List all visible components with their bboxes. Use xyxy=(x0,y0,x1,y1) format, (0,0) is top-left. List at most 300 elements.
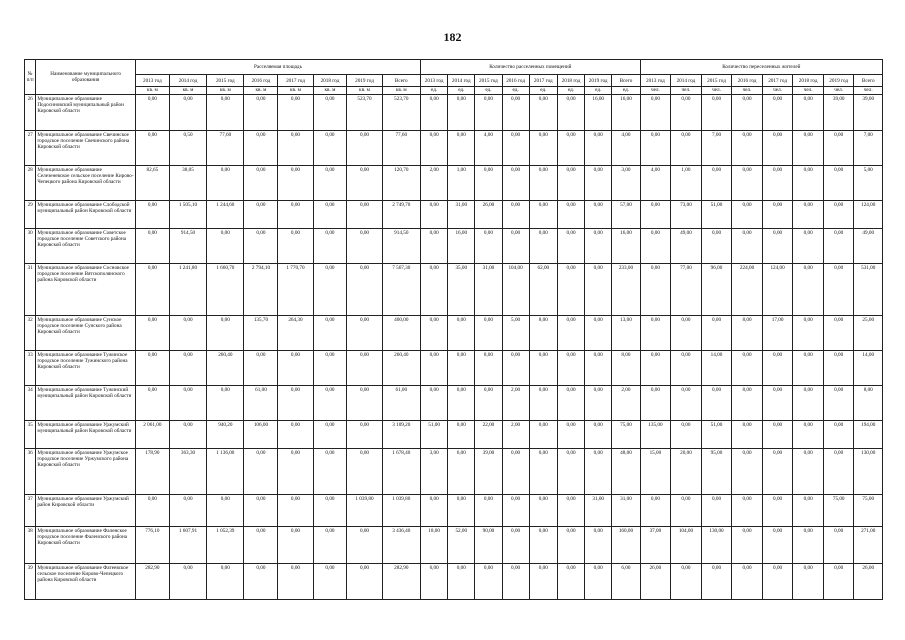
year-header-area: 2015 год xyxy=(207,75,244,87)
page-number: 182 xyxy=(443,30,462,44)
people-value: 8,00 xyxy=(732,421,763,449)
municipality-name: Муниципальное образование Уржумский муниципальный район Кировской области xyxy=(36,421,136,449)
people-value: 0,00 xyxy=(793,527,824,564)
year-header-people: 2018 год xyxy=(793,75,824,87)
rooms-value: 31,00 xyxy=(475,264,502,316)
people-value: 0,00 xyxy=(823,421,854,449)
municipality-name: Муниципальное образование Уржумский район Кировской области xyxy=(36,495,136,527)
rooms-value: 0,00 xyxy=(421,316,448,351)
people-value: 0,00 xyxy=(671,131,702,166)
people-value: 0,00 xyxy=(793,564,824,600)
rooms-value: 31,00 xyxy=(448,201,475,229)
rooms-value: 13,00 xyxy=(612,316,640,351)
people-value: 0,00 xyxy=(640,264,671,316)
area-value: 940,20 xyxy=(207,421,244,449)
people-value: 194,00 xyxy=(854,421,883,449)
row-number: 34 xyxy=(25,386,36,421)
municipality-name: Муниципальное образование Уржумское городское поселение Уржумского района Кировской области xyxy=(36,449,136,495)
area-value: 120,70 xyxy=(382,166,421,201)
rooms-value: 0,00 xyxy=(421,386,448,421)
people-value: 8,00 xyxy=(854,386,883,421)
rooms-value: 0,00 xyxy=(585,264,612,316)
area-value: 0,00 xyxy=(278,229,313,264)
people-value: 8,00 xyxy=(732,316,763,351)
people-value: 0,00 xyxy=(793,495,824,527)
rooms-value: 16,00 xyxy=(448,229,475,264)
area-value: 0,00 xyxy=(313,95,347,131)
area-value: 2 749,70 xyxy=(382,201,421,229)
rooms-value: 31,00 xyxy=(612,495,640,527)
people-value: 0,00 xyxy=(793,166,824,201)
rooms-value: 160,00 xyxy=(612,527,640,564)
municipality-name: Муниципальное образование Фатеевское сельское поселение Кирово-Чепецкого района Кировской области xyxy=(36,564,136,600)
row-number: 28 xyxy=(25,166,36,201)
municipality-name: Муниципальное образование Слободской муниципальный район Кировской области xyxy=(36,201,136,229)
year-header-rooms: Всего xyxy=(612,75,640,87)
rooms-value: 0,00 xyxy=(502,449,529,495)
row-number: 26 xyxy=(25,95,36,131)
year-header-area: 2017 год xyxy=(278,75,313,87)
rooms-value: 0,00 xyxy=(421,351,448,386)
rooms-value: 0,00 xyxy=(529,95,557,131)
people-value: 0,00 xyxy=(640,316,671,351)
people-value: 0,00 xyxy=(762,351,793,386)
area-value: 0,00 xyxy=(278,564,313,600)
people-value: 0,00 xyxy=(671,564,702,600)
people-value: 0,00 xyxy=(671,386,702,421)
rooms-value: 0,00 xyxy=(448,131,475,166)
row-number: 35 xyxy=(25,421,36,449)
table-row xyxy=(25,527,883,564)
people-value: 0,00 xyxy=(823,449,854,495)
area-value: 776,10 xyxy=(135,527,169,564)
municipality-name: Муниципальное образование Селезеневское сельское поселение Кирово-Чепецкого района Кировской области xyxy=(36,166,136,201)
people-value: 0,00 xyxy=(640,131,671,166)
rooms-value: 0,00 xyxy=(475,95,502,131)
rooms-value: 16,00 xyxy=(585,95,612,131)
people-value: 0,00 xyxy=(732,495,763,527)
rooms-value: 0,00 xyxy=(502,564,529,600)
year-header-people: 2015 год xyxy=(701,75,732,87)
rooms-value: 0,00 xyxy=(448,351,475,386)
people-value: 0,00 xyxy=(823,201,854,229)
rooms-value: 8,00 xyxy=(475,351,502,386)
year-header-people: 2014 год xyxy=(671,75,702,87)
area-value: 0,00 xyxy=(347,166,382,201)
rooms-value: 0,00 xyxy=(585,564,612,600)
rooms-value: 0,00 xyxy=(448,564,475,600)
area-value: 1 770,70 xyxy=(278,264,313,316)
municipality-name: Муниципальное образование Сосновское городское поселение Вятскополянского района Кировской области xyxy=(36,264,136,316)
area-value: 3 436,40 xyxy=(382,527,421,564)
rooms-value: 16,00 xyxy=(612,229,640,264)
year-header-people: 2019 год xyxy=(823,75,854,87)
people-value: 0,00 xyxy=(701,386,732,421)
rooms-value: 2,00 xyxy=(421,166,448,201)
rooms-value: 0,00 xyxy=(529,201,557,229)
year-header-area: 2019 год xyxy=(347,75,382,87)
municipality-name: Муниципальное образование Фаленское городское поселение Фаленского района Кировской области xyxy=(36,527,136,564)
area-value: 1 241,80 xyxy=(169,264,206,316)
people-value: 0,00 xyxy=(701,166,732,201)
area-value: 77,60 xyxy=(207,131,244,166)
group-area-header: Расселяемая площадь xyxy=(135,60,420,75)
people-value: 0,00 xyxy=(671,495,702,527)
rooms-value: 0,00 xyxy=(557,421,584,449)
unit-label-people: чел. xyxy=(671,87,702,95)
rooms-value: 22,00 xyxy=(475,421,502,449)
area-value: 0,00 xyxy=(313,264,347,316)
rooms-value: 0,00 xyxy=(502,131,529,166)
area-value: 3 109,20 xyxy=(382,421,421,449)
unit-label-rooms: ед. xyxy=(421,87,448,95)
col-no: № п/п xyxy=(25,60,36,95)
rooms-value: 0,00 xyxy=(502,527,529,564)
table-row xyxy=(25,264,883,316)
year-header-people: 2016 год xyxy=(732,75,763,87)
people-value: 0,00 xyxy=(823,351,854,386)
row-number: 29 xyxy=(25,201,36,229)
area-value: 282,90 xyxy=(135,564,169,600)
rooms-value: 0,00 xyxy=(557,386,584,421)
area-value: 77,60 xyxy=(382,131,421,166)
rooms-value: 0,00 xyxy=(585,229,612,264)
people-value: 0,00 xyxy=(793,386,824,421)
area-value: 0,00 xyxy=(313,527,347,564)
area-value: 0,00 xyxy=(278,421,313,449)
table-row xyxy=(25,201,883,229)
area-value: 0,00 xyxy=(313,449,347,495)
unit-label-people: чел. xyxy=(854,87,883,95)
rooms-value: 1,00 xyxy=(448,166,475,201)
rooms-value: 31,00 xyxy=(585,495,612,527)
unit-label-people: чел. xyxy=(793,87,824,95)
area-value: 0,00 xyxy=(244,351,278,386)
people-value: 0,00 xyxy=(793,449,824,495)
rooms-value: 0,00 xyxy=(557,564,584,600)
rooms-value: 0,00 xyxy=(529,527,557,564)
people-value: 0,00 xyxy=(823,564,854,600)
table-row xyxy=(25,95,883,131)
people-value: 0,00 xyxy=(793,316,824,351)
people-value: 75,00 xyxy=(854,495,883,527)
table-row xyxy=(25,131,883,166)
people-value: 39,00 xyxy=(823,95,854,131)
row-number: 37 xyxy=(25,495,36,527)
rooms-value: 0,00 xyxy=(475,166,502,201)
area-value: 0,00 xyxy=(347,421,382,449)
rooms-value: 0,00 xyxy=(502,495,529,527)
area-value: 0,00 xyxy=(244,166,278,201)
rooms-value: 0,00 xyxy=(421,95,448,131)
people-value: 0,00 xyxy=(701,229,732,264)
people-value: 0,00 xyxy=(762,166,793,201)
area-value: 0,00 xyxy=(278,386,313,421)
table-row xyxy=(25,316,883,351)
rooms-value: 0,00 xyxy=(529,166,557,201)
rooms-value: 0,00 xyxy=(448,316,475,351)
people-value: 0,00 xyxy=(732,564,763,600)
rooms-value: 0,00 xyxy=(529,449,557,495)
people-value: 7,00 xyxy=(854,131,883,166)
area-value: 523,70 xyxy=(382,95,421,131)
area-value: 82,65 xyxy=(135,166,169,201)
people-value: 224,00 xyxy=(732,264,763,316)
people-value: 0,00 xyxy=(823,229,854,264)
area-value: 0,00 xyxy=(278,131,313,166)
unit-label-rooms: ед. xyxy=(448,87,475,95)
people-value: 1,00 xyxy=(671,166,702,201)
people-value: 0,00 xyxy=(823,316,854,351)
people-value: 0,00 xyxy=(762,495,793,527)
area-value: 0,00 xyxy=(244,527,278,564)
people-value: 73,00 xyxy=(671,201,702,229)
area-value: 1 505,10 xyxy=(169,201,206,229)
unit-label-rooms: ед. xyxy=(475,87,502,95)
rooms-value: 0,00 xyxy=(585,449,612,495)
year-header-area: 2018 год xyxy=(313,75,347,87)
area-value: 0,00 xyxy=(244,495,278,527)
people-value: 0,00 xyxy=(762,421,793,449)
unit-label-rooms: ед. xyxy=(612,87,640,95)
area-value: 0,50 xyxy=(169,131,206,166)
people-value: 0,00 xyxy=(732,131,763,166)
area-value: 523,70 xyxy=(347,95,382,131)
rooms-value: 0,00 xyxy=(585,386,612,421)
rooms-value: 18,00 xyxy=(421,527,448,564)
people-value: 0,00 xyxy=(823,386,854,421)
area-value: 0,00 xyxy=(207,95,244,131)
people-value: 0,00 xyxy=(640,495,671,527)
rooms-value: 0,00 xyxy=(421,229,448,264)
area-value: 0,00 xyxy=(313,564,347,600)
rooms-value: 0,00 xyxy=(529,386,557,421)
people-value: 0,00 xyxy=(762,527,793,564)
area-value: 0,00 xyxy=(169,316,206,351)
rooms-value: 0,00 xyxy=(475,386,502,421)
area-value: 363,30 xyxy=(169,449,206,495)
area-value: 61,00 xyxy=(382,386,421,421)
people-value: 49,00 xyxy=(671,229,702,264)
area-value: 0,00 xyxy=(169,495,206,527)
area-value: 0,00 xyxy=(347,351,382,386)
people-value: 124,00 xyxy=(854,201,883,229)
area-value: 0,00 xyxy=(135,131,169,166)
people-value: 15,00 xyxy=(640,449,671,495)
unit-label-area: кв. м xyxy=(347,87,382,95)
rooms-value: 39,00 xyxy=(475,449,502,495)
people-value: 0,00 xyxy=(732,351,763,386)
people-value: 20,00 xyxy=(671,449,702,495)
rooms-value: 0,00 xyxy=(585,131,612,166)
area-value: 0,00 xyxy=(135,495,169,527)
rooms-value: 2,00 xyxy=(612,386,640,421)
rooms-value: 0,00 xyxy=(585,201,612,229)
people-value: 0,00 xyxy=(732,166,763,201)
people-value: 0,00 xyxy=(671,351,702,386)
area-value: 0,00 xyxy=(207,386,244,421)
rooms-value: 57,00 xyxy=(612,201,640,229)
area-value: 0,00 xyxy=(313,201,347,229)
rooms-value: 3,00 xyxy=(612,166,640,201)
people-value: 0,00 xyxy=(793,201,824,229)
people-value: 37,00 xyxy=(640,527,671,564)
people-value: 531,00 xyxy=(854,264,883,316)
area-value: 0,00 xyxy=(135,351,169,386)
year-header-area: Всего xyxy=(382,75,421,87)
people-value: 0,00 xyxy=(701,95,732,131)
people-value: 95,00 xyxy=(701,449,732,495)
table-row xyxy=(25,166,883,201)
year-header-rooms: 2019 год xyxy=(585,75,612,87)
people-value: 26,00 xyxy=(640,564,671,600)
area-value: 0,00 xyxy=(207,495,244,527)
area-value: 2 061,00 xyxy=(135,421,169,449)
rooms-value: 0,00 xyxy=(421,495,448,527)
area-value: 914,50 xyxy=(382,229,421,264)
table-row xyxy=(25,386,883,421)
area-value: 264,30 xyxy=(278,316,313,351)
people-value: 0,00 xyxy=(823,264,854,316)
area-value: 0,00 xyxy=(313,229,347,264)
area-value: 0,00 xyxy=(347,229,382,264)
rooms-value: 0,00 xyxy=(557,264,584,316)
area-value: 1 039,80 xyxy=(382,495,421,527)
rooms-value: 2,00 xyxy=(502,386,529,421)
people-value: 0,00 xyxy=(793,131,824,166)
rooms-value: 0,00 xyxy=(557,166,584,201)
people-value: 271,00 xyxy=(854,527,883,564)
people-value: 0,00 xyxy=(762,229,793,264)
area-value: 0,00 xyxy=(278,201,313,229)
people-value: 0,00 xyxy=(732,449,763,495)
area-value: 0,00 xyxy=(169,386,206,421)
area-value: 0,00 xyxy=(135,264,169,316)
unit-label-people: чел. xyxy=(762,87,793,95)
people-value: 39,00 xyxy=(854,95,883,131)
row-number: 36 xyxy=(25,449,36,495)
area-value: 0,00 xyxy=(278,495,313,527)
people-value: 0,00 xyxy=(671,95,702,131)
unit-label-people: чел. xyxy=(823,87,854,95)
area-value: 0,00 xyxy=(313,166,347,201)
area-value: 0,00 xyxy=(169,351,206,386)
people-value: 0,00 xyxy=(793,229,824,264)
area-value: 0,00 xyxy=(347,564,382,600)
rooms-value: 0,00 xyxy=(529,495,557,527)
row-number: 31 xyxy=(25,264,36,316)
rooms-value: 62,00 xyxy=(529,264,557,316)
unit-label-area: кв. м xyxy=(244,87,278,95)
rooms-value: 0,00 xyxy=(557,351,584,386)
unit-label-area: кв. м xyxy=(135,87,169,95)
people-value: 135,00 xyxy=(640,421,671,449)
rooms-value: 0,00 xyxy=(502,95,529,131)
people-value: 0,00 xyxy=(793,421,824,449)
municipality-name: Муниципальное образование Свечинское городское поселение Свечинского района Кировской области xyxy=(36,131,136,166)
row-number: 30 xyxy=(25,229,36,264)
people-value: 7,00 xyxy=(701,131,732,166)
rooms-value: 0,00 xyxy=(557,449,584,495)
rooms-value: 52,00 xyxy=(448,527,475,564)
area-value: 135,70 xyxy=(244,316,278,351)
table-row xyxy=(25,495,883,527)
rooms-value: 0,00 xyxy=(585,166,612,201)
area-value: 0,00 xyxy=(169,564,206,600)
people-value: 0,00 xyxy=(762,131,793,166)
people-value: 0,00 xyxy=(671,316,702,351)
people-value: 4,00 xyxy=(640,166,671,201)
year-header-people: 2017 год xyxy=(762,75,793,87)
people-value: 51,00 xyxy=(701,421,732,449)
table-row xyxy=(25,421,883,449)
area-value: 0,00 xyxy=(135,316,169,351)
area-value: 0,00 xyxy=(135,229,169,264)
people-value: 0,00 xyxy=(701,564,732,600)
rooms-value: 48,00 xyxy=(612,449,640,495)
rooms-value: 0,00 xyxy=(585,316,612,351)
rooms-value: 0,00 xyxy=(502,201,529,229)
area-value: 0,00 xyxy=(278,351,313,386)
unit-label-rooms: ед. xyxy=(529,87,557,95)
people-value: 0,00 xyxy=(823,131,854,166)
rooms-value: 104,00 xyxy=(502,264,529,316)
municipality-name: Муниципальное образование Подосиновский муниципальный район Кировской области xyxy=(36,95,136,131)
people-value: 0,00 xyxy=(793,351,824,386)
people-value: 0,00 xyxy=(640,351,671,386)
table-row xyxy=(25,229,883,264)
area-value: 178,90 xyxy=(135,449,169,495)
rooms-value: 0,00 xyxy=(557,527,584,564)
area-value: 1 660,70 xyxy=(207,264,244,316)
row-number: 27 xyxy=(25,131,36,166)
people-value: 14,00 xyxy=(701,351,732,386)
area-value: 0,00 xyxy=(313,131,347,166)
people-value: 17,00 xyxy=(762,316,793,351)
area-value: 1 136,00 xyxy=(207,449,244,495)
year-header-rooms: 2015 год xyxy=(475,75,502,87)
rooms-value: 0,00 xyxy=(448,95,475,131)
area-value: 1 052,39 xyxy=(207,527,244,564)
year-header-rooms: 2013 год xyxy=(421,75,448,87)
area-value: 0,00 xyxy=(278,449,313,495)
people-value: 0,00 xyxy=(732,201,763,229)
rooms-value: 6,00 xyxy=(612,564,640,600)
rooms-value: 0,00 xyxy=(585,421,612,449)
people-value: 0,00 xyxy=(762,564,793,600)
area-value: 0,00 xyxy=(169,95,206,131)
rooms-value: 5,00 xyxy=(502,316,529,351)
rooms-value: 0,00 xyxy=(529,564,557,600)
people-value: 0,00 xyxy=(762,386,793,421)
people-value: 8,00 xyxy=(732,386,763,421)
area-value: 260,40 xyxy=(382,351,421,386)
rooms-value: 8,00 xyxy=(529,316,557,351)
rooms-value: 0,00 xyxy=(557,201,584,229)
people-value: 14,00 xyxy=(854,351,883,386)
rooms-value: 26,00 xyxy=(475,201,502,229)
area-value: 0,00 xyxy=(313,316,347,351)
rooms-value: 0,00 xyxy=(421,264,448,316)
area-value: 1 607,91 xyxy=(169,527,206,564)
area-value: 0,00 xyxy=(347,264,382,316)
rooms-value: 90,00 xyxy=(475,527,502,564)
area-value: 0,00 xyxy=(347,527,382,564)
unit-label-area: кв. м xyxy=(313,87,347,95)
rooms-value: 0,00 xyxy=(475,316,502,351)
row-number: 32 xyxy=(25,316,36,351)
people-value: 130,00 xyxy=(854,449,883,495)
